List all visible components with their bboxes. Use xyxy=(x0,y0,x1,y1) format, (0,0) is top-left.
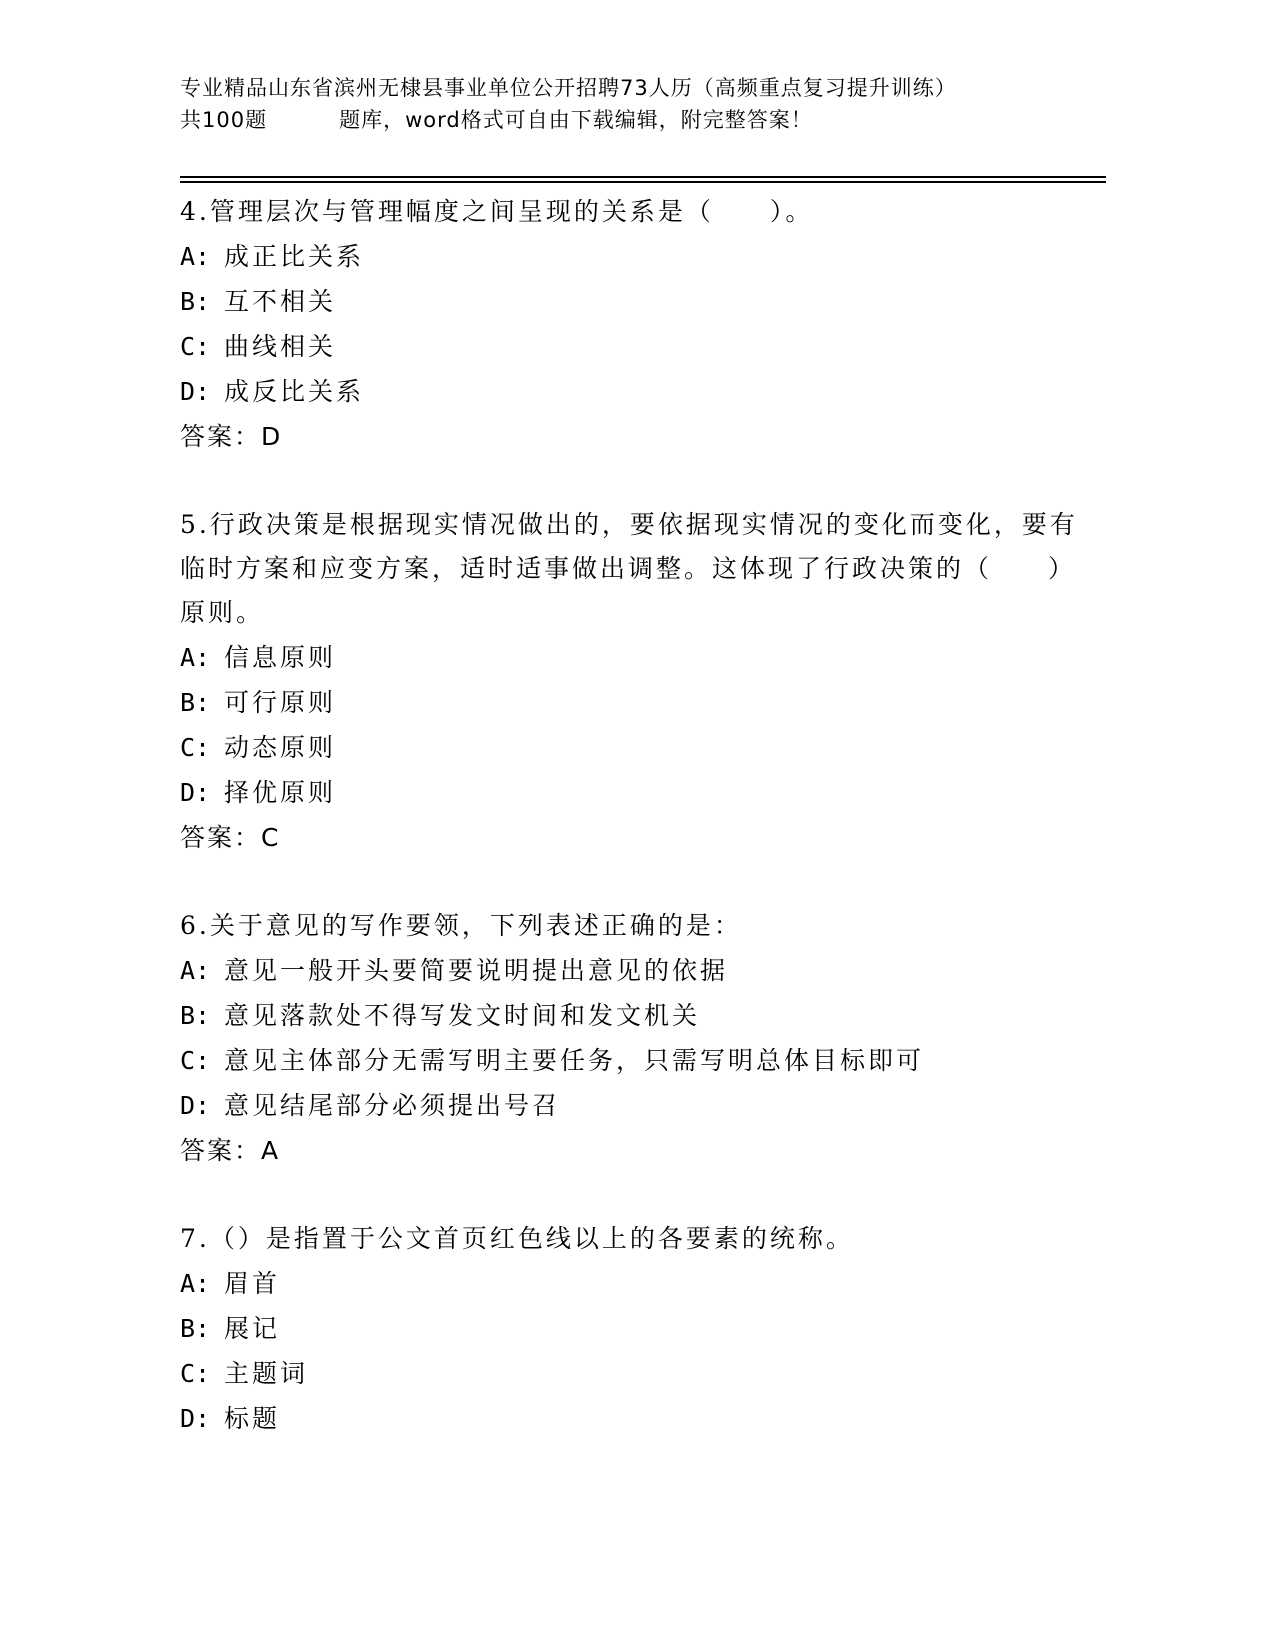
option-text: 展记 xyxy=(224,1314,281,1343)
option-letter: B: xyxy=(180,1001,211,1030)
option-d xyxy=(180,1083,1100,1128)
option-letter: B: xyxy=(180,688,211,717)
option-letter: C: xyxy=(180,1359,211,1388)
option-b xyxy=(180,680,1100,725)
option-b xyxy=(180,1306,1100,1351)
option-letter: B: xyxy=(180,1314,211,1343)
option-letter: C: xyxy=(180,332,211,361)
option-letter: C: xyxy=(180,1046,211,1075)
option-letter: A: xyxy=(180,956,211,985)
option-text: 动态原则 xyxy=(224,733,337,762)
option-letter: D: xyxy=(180,778,211,807)
option-letter: D: xyxy=(180,377,211,406)
header-divider-top xyxy=(180,176,1106,178)
option-b xyxy=(180,279,1100,324)
option-text: 意见主体部分无需写明主要任务，只需写明总体目标即可 xyxy=(224,1046,925,1075)
option-letter: A: xyxy=(180,1269,211,1298)
option-text: 曲线相关 xyxy=(224,332,337,361)
option-b xyxy=(180,993,1100,1038)
option-d xyxy=(180,1396,1100,1441)
option-text: 意见落款处不得写发文时间和发文机关 xyxy=(224,1001,701,1030)
header-divider-bottom xyxy=(180,181,1106,183)
option-a xyxy=(180,234,1100,279)
document-header xyxy=(180,72,1110,136)
option-d xyxy=(180,369,1100,414)
question-text: 5.行政决策是根据现实情况做出的，要依据现实情况的变化而变化，要有临时方案和应变方案，适时适事做出调整。这体现了行政决策的（ ）原则。 xyxy=(180,510,1078,627)
option-text: 标题 xyxy=(224,1404,281,1433)
option-letter: D: xyxy=(180,1404,211,1433)
option-c xyxy=(180,324,1100,369)
question-text: 6.关于意见的写作要领，下列表述正确的是： xyxy=(180,911,742,940)
answer-line: 答案：A xyxy=(180,1136,281,1165)
option-text: 意见结尾部分必须提出号召 xyxy=(224,1091,561,1120)
option-letter: A: xyxy=(180,643,211,672)
option-letter: A: xyxy=(180,242,211,271)
option-c xyxy=(180,1351,1100,1396)
option-text: 眉首 xyxy=(224,1269,281,1298)
question-7 xyxy=(180,1217,1100,1441)
option-d xyxy=(180,770,1100,815)
option-text: 互不相关 xyxy=(224,287,337,316)
option-text: 择优原则 xyxy=(224,778,337,807)
option-a xyxy=(180,948,1100,993)
answer-line: 答案：C xyxy=(180,823,281,852)
option-letter: B: xyxy=(180,287,211,316)
option-text: 意见一般开头要简要说明提出意见的依据 xyxy=(224,956,729,985)
option-text: 可行原则 xyxy=(224,688,337,717)
answer-line: 答案：D xyxy=(180,422,283,451)
header-title-line: 专业精品山东省滨州无棣县事业单位公开招聘73人历（高频重点复习提升训练） xyxy=(180,76,957,100)
option-a xyxy=(180,635,1100,680)
question-4 xyxy=(180,190,1100,459)
option-text: 信息原则 xyxy=(224,643,337,672)
option-a xyxy=(180,1261,1100,1306)
option-text: 主题词 xyxy=(224,1359,309,1388)
option-text: 成反比关系 xyxy=(224,377,365,406)
option-letter: C: xyxy=(180,733,211,762)
question-6 xyxy=(180,904,1100,1173)
option-text: 成正比关系 xyxy=(224,242,365,271)
question-list xyxy=(180,190,1100,1485)
question-5 xyxy=(180,503,1100,860)
header-subtitle-line xyxy=(180,104,1110,136)
header-count: 共100题 xyxy=(180,108,268,132)
header-description: 题库，word格式可自由下载编辑，附完整答案！ xyxy=(339,108,813,132)
option-c xyxy=(180,1038,1100,1083)
question-text: 4.管理层次与管理幅度之间呈现的关系是（ ）。 xyxy=(180,197,814,226)
option-c xyxy=(180,725,1100,770)
question-text: 7.（）是指置于公文首页红色线以上的各要素的统称。 xyxy=(180,1224,854,1253)
option-letter: D: xyxy=(180,1091,211,1120)
